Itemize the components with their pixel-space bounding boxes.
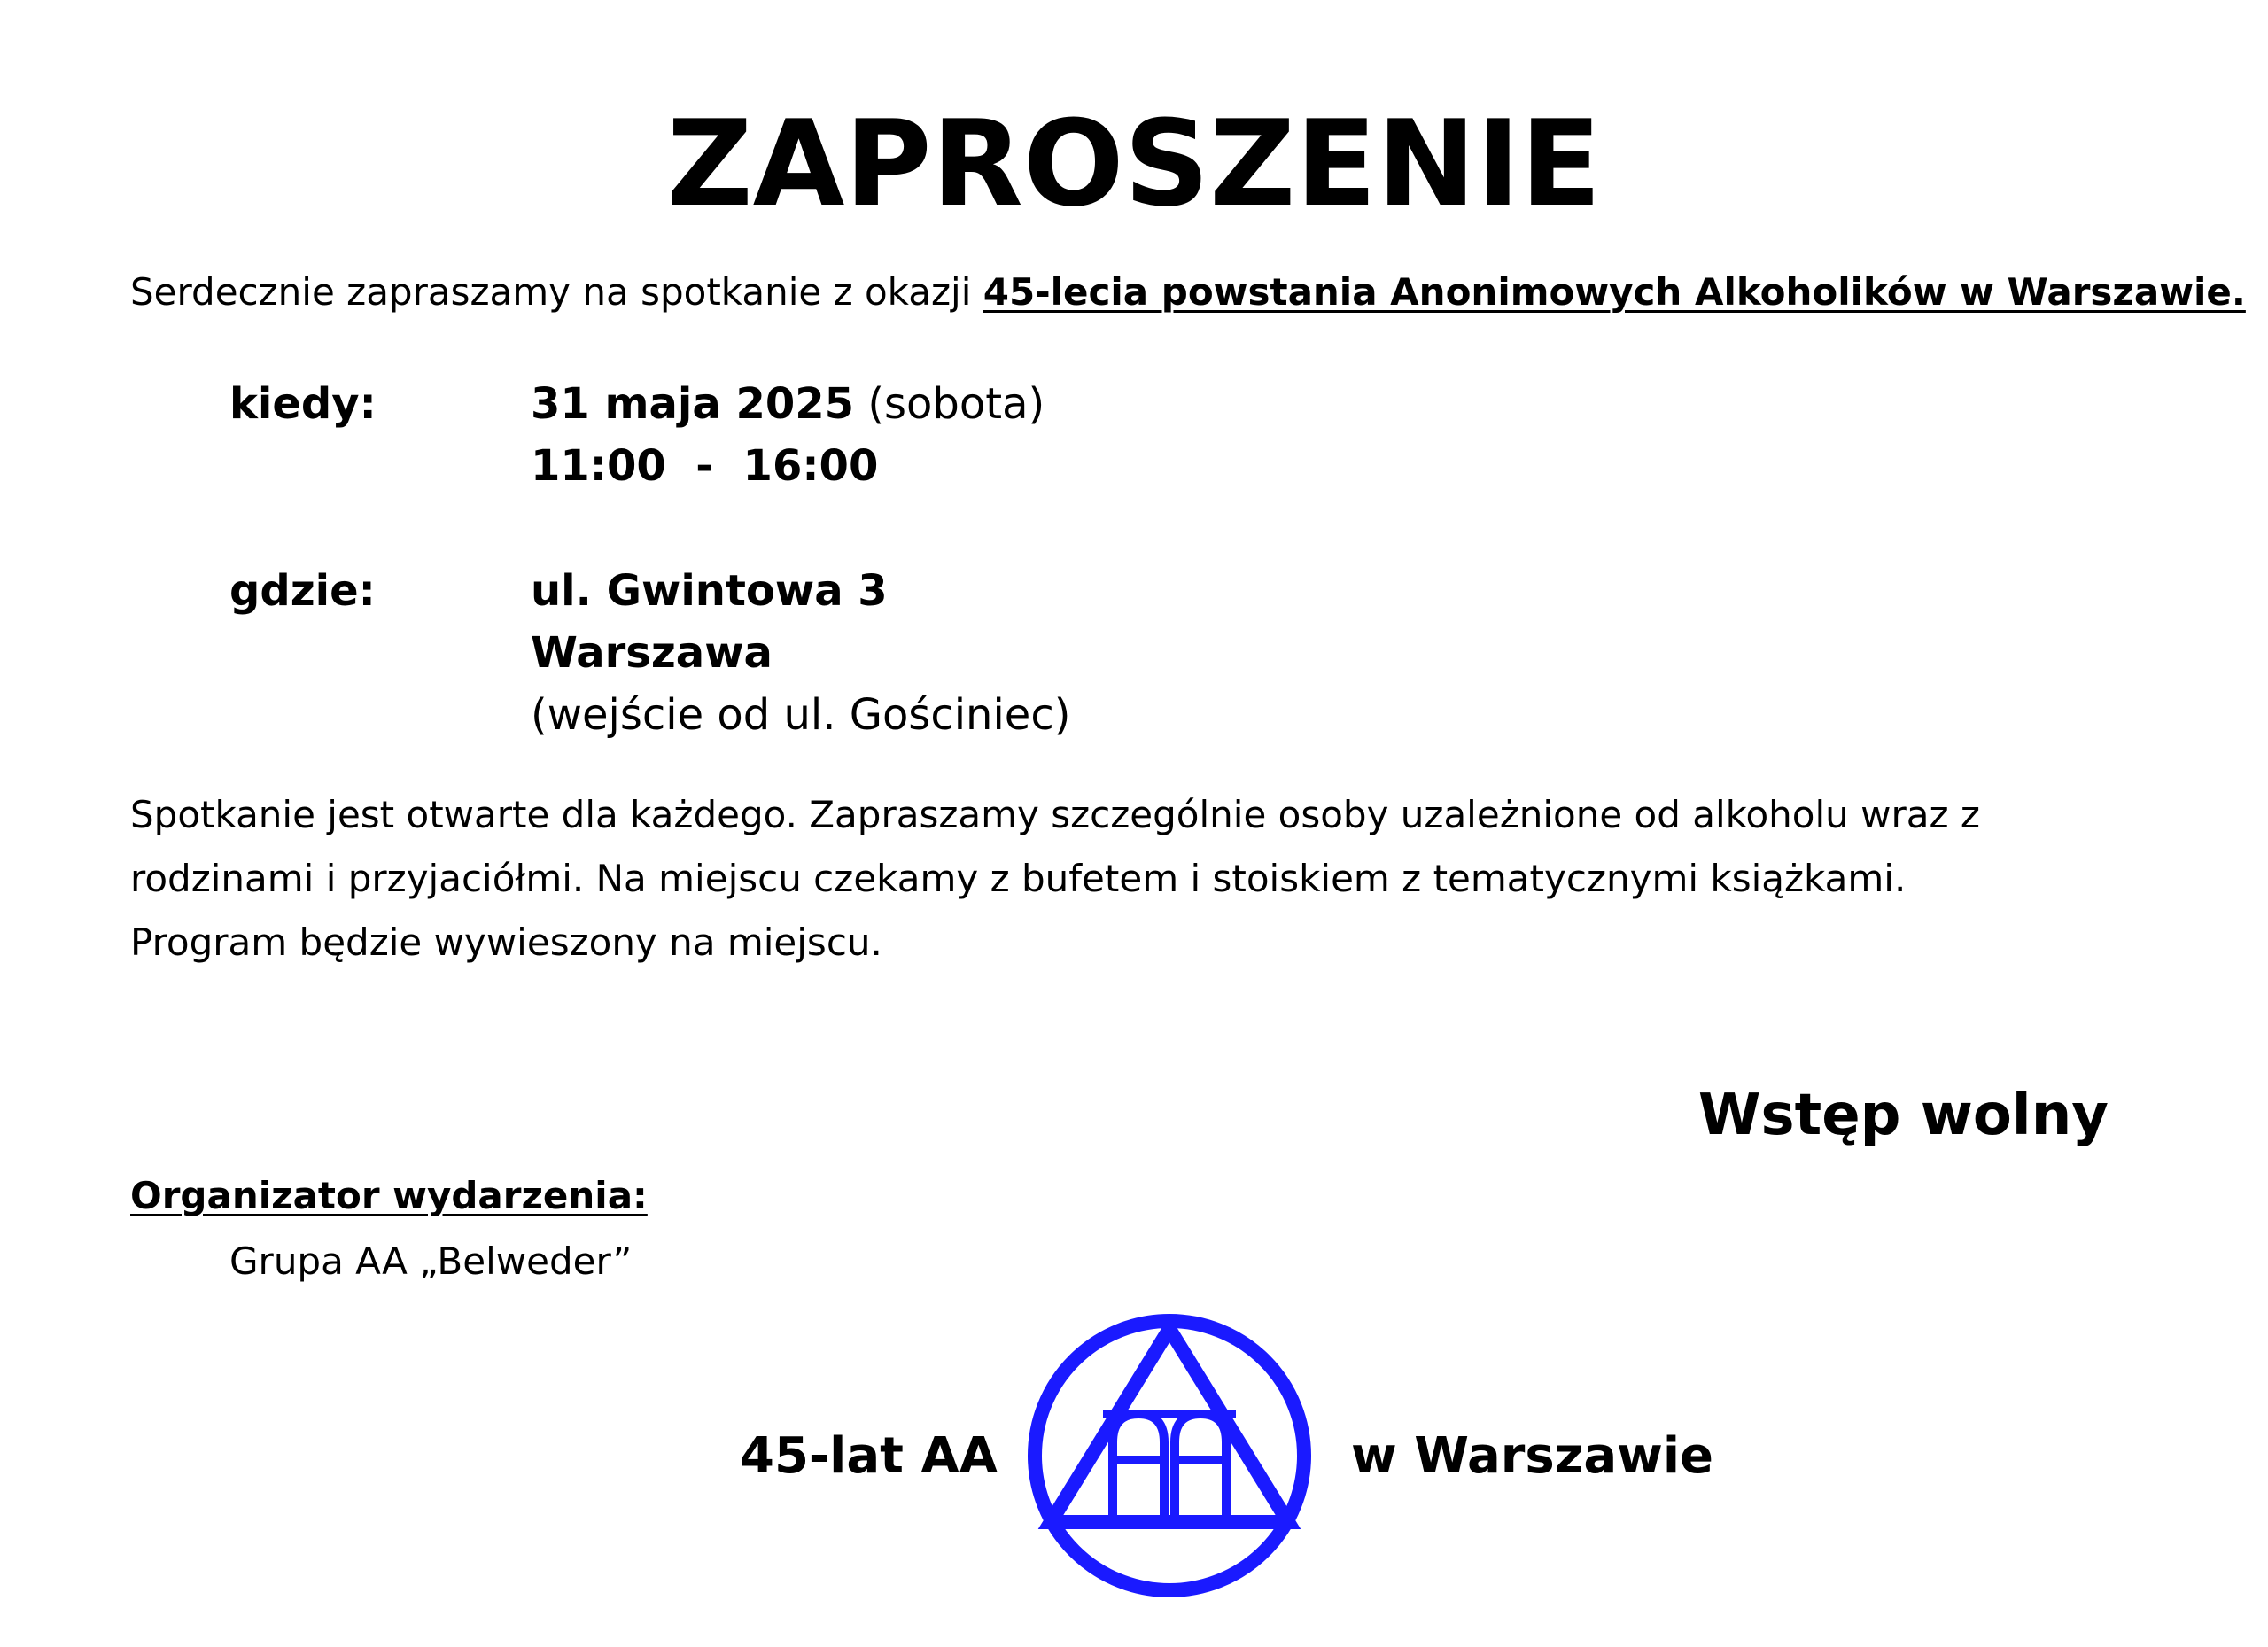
page-title: ZAPROSZENIE — [666, 95, 1602, 233]
logo-aa-letters — [1103, 1414, 1236, 1515]
body-paragraph — [130, 783, 1980, 975]
where-city: Warszawa — [531, 628, 773, 678]
when-date-line — [531, 373, 1045, 435]
when-day: (sobota) — [854, 379, 1045, 429]
logo-circle — [1035, 1321, 1304, 1590]
logo-left-text: 45-lat AA — [740, 1427, 998, 1485]
where-entrance: (wejście od ul. Gościniec) — [531, 690, 1071, 740]
when-label: kiedy: — [229, 379, 377, 429]
body-line: Spotkanie jest otwarte dla każdego. Zapraszamy szczególnie osoby uzależnione od alkoholu wraz z — [130, 793, 1980, 836]
intro-text: Serdecznie zapraszamy na spotkanie z okazji — [130, 270, 983, 314]
organizer-label: Organizator wydarzenia: — [130, 1174, 648, 1217]
where-street: ul. Gwintowa 3 — [531, 566, 888, 616]
logo-right-text: w Warszawie — [1351, 1427, 1714, 1485]
body-line: Program będzie wywieszony na miejscu. — [130, 921, 882, 964]
intro-highlight: 45-lecia powstania Anonimowych Alkoholików w Warszawie. — [983, 270, 2246, 314]
intro-paragraph — [130, 266, 2246, 319]
when-date: 31 maja 2025 — [531, 379, 855, 429]
body-line: rodzinami i przyjaciółmi. Na miejscu czekamy z bufetem i stoiskiem z tematycznymi książkami. — [130, 857, 1907, 900]
aa-logo-icon — [1023, 1309, 1316, 1602]
organizer-name: Grupa AA „Belweder” — [229, 1239, 633, 1283]
where-label: gdzie: — [229, 566, 376, 616]
when-time: 11:00 - 16:00 — [531, 441, 879, 491]
free-entry-note: Wstęp wolny — [1697, 1083, 2109, 1148]
